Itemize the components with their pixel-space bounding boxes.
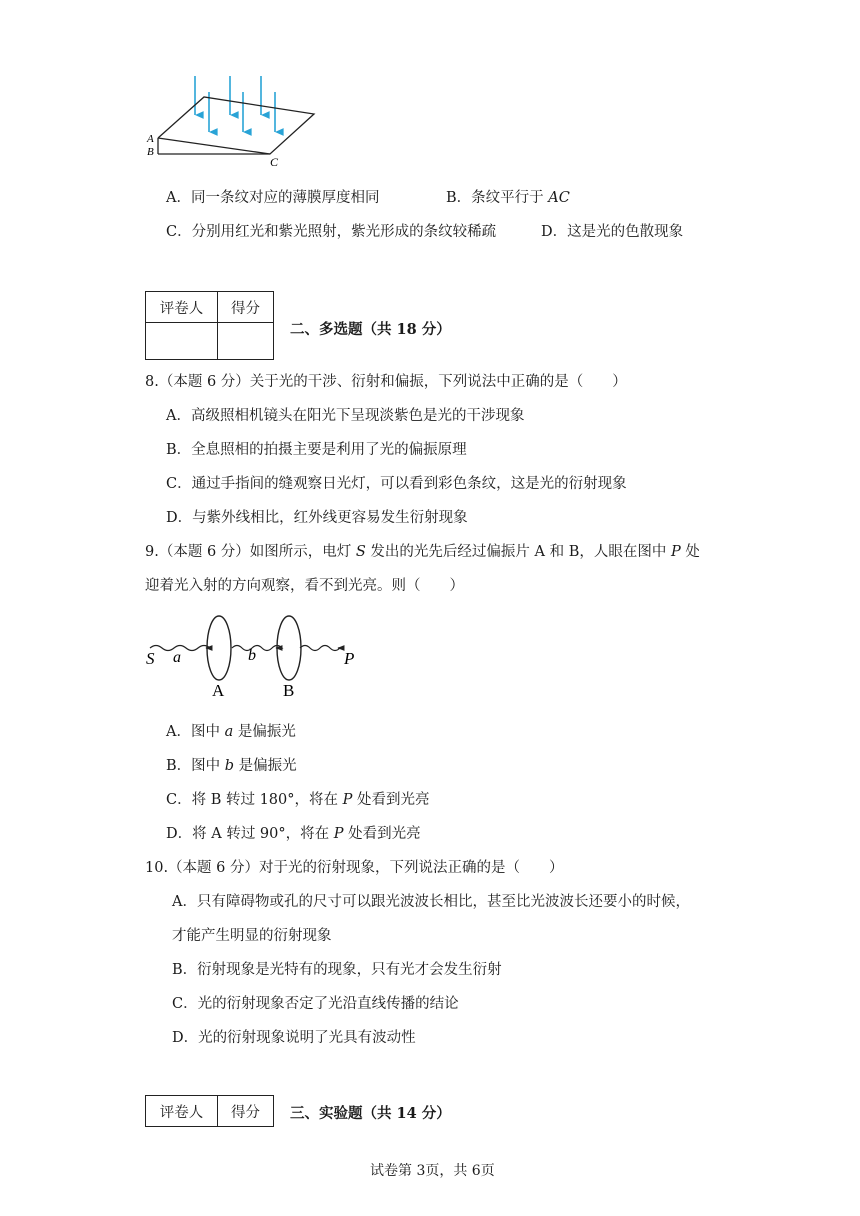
q9-option-d — [166, 822, 421, 843]
q10-option-c: C．光的衍射现象否定了光沿直线传播的结论 — [172, 996, 459, 1012]
q8-option-c: C．通过手指间的缝观察日光灯，可以看到彩色条纹，这是光的衍射现象 — [166, 476, 627, 492]
q9-option-d-var: P — [333, 826, 344, 842]
q10-stem: 10.（本题 6 分）对于光的衍射现象，下列说法正确的是（ ） — [145, 860, 564, 876]
reviewer-cell — [146, 323, 218, 360]
wedge-outline — [158, 97, 314, 154]
q9-option-b-var: b — [224, 758, 235, 774]
q9-stem-part1: 9.（本题 6 分）如图所示，电灯 — [145, 544, 356, 560]
q7-option-d: D．这是光的色散现象 — [541, 224, 684, 240]
ray-a-label: a — [173, 649, 181, 666]
score-cell — [218, 323, 274, 360]
q9-stem-part2: 发出的光先后经过偏振片 A 和 B，人眼在图中 — [365, 544, 671, 560]
score-label: 得分 — [218, 292, 274, 323]
q9-option-c-text2: 处看到光亮 — [352, 792, 430, 808]
reviewer-label: 评卷人 — [146, 1096, 218, 1127]
thin-film-wedge-figure — [140, 70, 330, 170]
q9-option-b — [166, 754, 297, 775]
q9-option-a-var: a — [224, 724, 234, 740]
q7-option-b — [446, 186, 570, 207]
page-footer: 试卷第 3页，共 6页 — [370, 1163, 495, 1179]
q8-option-a: A．高级照相机镜头在阳光下呈现淡紫色是光的干涉现象 — [166, 408, 525, 424]
label-b: B — [147, 146, 154, 158]
source-s-label: S — [146, 649, 155, 668]
q9-stem-s: S — [355, 544, 366, 560]
q7-option-b-text: B．条纹平行于 — [446, 190, 549, 206]
eye-p-label: P — [344, 649, 355, 668]
q9-option-c-text1: C．将 B 转过 180°，将在 — [166, 792, 343, 808]
q9-stem-part3: 处 — [680, 544, 700, 560]
label-a: A — [147, 133, 154, 145]
light-ray-arrows — [195, 76, 275, 132]
q8-option-b: B．全息照相的拍摄主要是利用了光的偏振原理 — [166, 442, 467, 458]
section-3-title: 三、实验题（共 14 分） — [290, 1105, 451, 1122]
q9-option-a-text1: A．图中 — [166, 724, 225, 740]
q9-option-b-text1: B．图中 — [166, 758, 225, 774]
q9-option-d-text1: D．将 A 转过 90°，将在 — [166, 826, 334, 842]
q9-option-c — [166, 788, 430, 809]
q9-option-d-text2: 处看到光亮 — [343, 826, 421, 842]
q10-option-a-line2: 才能产生明显的衍射现象 — [172, 928, 332, 944]
reviewer-label: 评卷人 — [146, 292, 218, 323]
score-box-section2 — [145, 291, 274, 360]
q7-option-b-var: AC — [548, 190, 570, 206]
q8-option-d: D．与紫外线相比，红外线更容易发生衍射现象 — [166, 510, 468, 526]
section-2-title: 二、多选题（共 18 分） — [290, 321, 451, 338]
q9-option-a-text2: 是偏振光 — [233, 724, 296, 740]
q9-stem-line1 — [145, 540, 700, 561]
q9-option-c-var: P — [342, 792, 353, 808]
q8-stem: 8.（本题 6 分）关于光的干涉、衍射和偏振，下列说法中正确的是（ ） — [145, 374, 627, 390]
q7-option-c: C．分别用红光和紫光照射，紫光形成的条纹较稀疏 — [166, 224, 497, 240]
q9-option-b-text2: 是偏振光 — [234, 758, 297, 774]
q10-option-b: B．衍射现象是光特有的现象，只有光才会发生衍射 — [172, 962, 502, 978]
score-box-section3 — [145, 1095, 274, 1127]
q9-stem-p: P — [671, 544, 681, 560]
ray-b-label: b — [248, 647, 256, 664]
q9-option-a — [166, 720, 296, 741]
q10-option-a-line1: A．只有障碍物或孔的尺寸可以跟光波波长相比，甚至比光波波长还要小的时候， — [172, 894, 690, 910]
q7-option-a: A．同一条纹对应的薄膜厚度相同 — [166, 190, 380, 206]
polarizer-figure — [140, 608, 370, 703]
q9-stem-line2: 迎着光入射的方向观察，看不到光亮。则（ ） — [145, 578, 464, 594]
score-label: 得分 — [218, 1096, 274, 1127]
plate-b-label: B — [283, 681, 295, 700]
q10-option-d: D．光的衍射现象说明了光具有波动性 — [172, 1030, 416, 1046]
plate-a-label: A — [212, 681, 225, 700]
label-c: C — [270, 155, 279, 169]
